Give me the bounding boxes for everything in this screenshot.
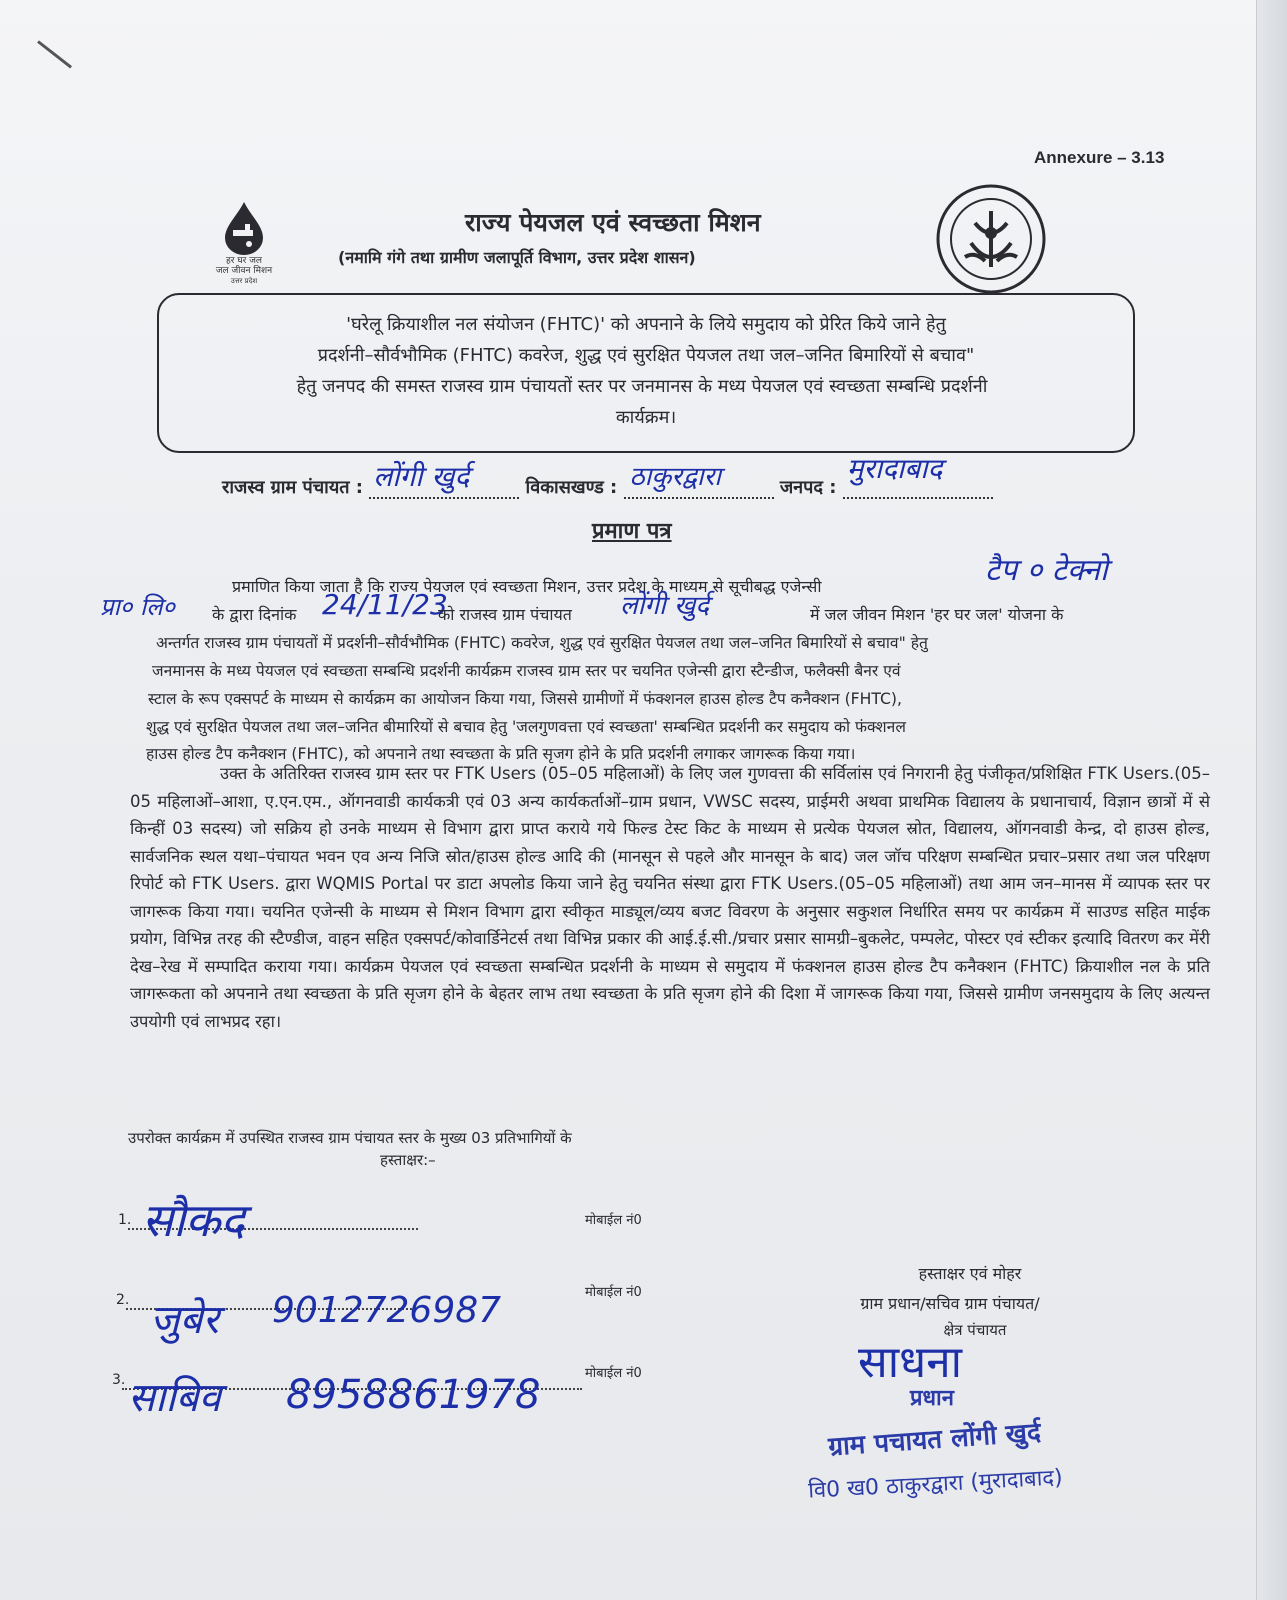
para1-line-2c: में जल जीवन मिशन 'हर घर जल' योजना के: [810, 605, 1064, 624]
logo-caption-3: उत्तर प्रदेश: [230, 277, 258, 285]
block-label: विकासखण्ड :: [525, 477, 618, 498]
para1-line-1: प्रमाणित किया जाता है कि राज्य पेयजल एवं स्वच्छता मिशन, उत्तर प्रदेश के माध्यम से सूचीबद्ध एजेन्सी: [232, 577, 822, 596]
mission-subtitle: (नमामि गंगे तथा ग्रामीण जलापूर्ति विभाग, उत्तर प्रदेश शासन): [338, 248, 696, 267]
para1-line-7: हाउस होल्ड टैप कनैक्शन (FHTC), को अपनाने तथा स्वच्छता के प्रति सृजग होने के प्रति प्रदर्शनी लगाकर जागरूक किया गया।: [146, 745, 856, 763]
district-label: जनपद :: [779, 477, 837, 498]
stamp-pradhan: प्रधान: [910, 1386, 954, 1411]
location-fields: [222, 452, 1122, 499]
block-field: [624, 462, 774, 499]
para2: उक्त के अतिरिक्त राजस्व ग्राम स्तर पर FTK Users (05–05 महिलाओं) के लिए जल गुणवत्ता की सर्विलांस एवं निगरानी हेतु पंजीकृत/प्रशिक्षित FTK Users.(05–05 महिलाओं–आशा, ए.एन.एम., ऑगनवाडी कार्यकत्री एवं 03 अन्य कार्यकर्ताओं–ग्राम प्रधान, VWSC सदस्य, प्राईमरी अथवा प्राथमिक विद्यालय के प्रधानाचार्य, विज्ञान छात्रों में से किन्हीं 03 सदस्य) जो सक्रिय हो उनके माध्यम से विभाग द्वारा प्राप्त कराये गये फिल्ड टेस्ट किट के माध्यम से प्रत्येक पेयजल स्रोत, विद्यालय, ऑगनवाडी केन्द्र, दो हाउस होल्ड, सार्वजनिक स्थल यथा–पंचायत भवन एव अन्य निजि स्रोत/हाउस होल्ड आदि की (मानसून से पहले और मानसून के बाद) जल जॉच परिक्षण सम्बन्धित प्रचार–प्रसार तथा जल परिक्षण रिपोर्ट को FTK Users. द्वारा WQMIS Portal पर डाटा अपलोड किया जाने हेतु चयनित संस्था द्वारा FTK Users.(05–05 महिलाओं) तथा आम जन–मानस में व्यापक स्तर पर जागरूक किया गया। चयनित एजेन्सी के माध्यम से मिशन विभाग द्वारा स्वीकृत माड्यूल/व्यय बजट विवरण के अनुसार सकुशल निर्धारित समय पर कार्यक्रम में साउण्ड सहित माईक प्रयोग, विभिन्न तरह की स्टैण्डीज, वाहन सहित एक्सपर्ट/कोवार्डिनेटर्स तथा विभिन्न प्रकार की आई.ई.सी./प्रचार प्रसार सामग्री–बुकलेट, पम्पलेट, पोस्टर एवं स्टीकर इत्यादि वितरण कर मेंरी देख–रेख में सम्पादित कराया गया। कार्यक्रम पेयजल एवं स्वच्छता सम्बन्धित प्रदर्शनी के माध्यम से समुदाय में फंक्शनल हाउस होल्ड टैप कनैक्शन (FHTC) क्रियाशील नल के प्रति जागरूकता को अपनाने तथा स्वच्छता के प्रति सृजग होने के बेहतर लाभ तथा स्वच्छता के प्रति सृजग होने की दिशा में जागरूक किया गया, जिससे ग्रामीण जनसमुदाय के लिए अत्यन्त उपयोगी एवं लाभप्रद रहा।: [130, 764, 1210, 1031]
authority-line-3: क्षेत्र पंचायत: [943, 1321, 1007, 1339]
authority-block: [790, 1262, 1110, 1340]
box-line-4: कार्यक्रम।: [615, 407, 677, 428]
signature-1-handwritten: सौकद: [142, 1193, 245, 1247]
stamp-block: वि0 ख0 ठाकुरद्वारा (मुरादाबाद): [807, 1465, 1064, 1504]
panchayat-handwritten-2: लोंगी खुर्द: [620, 591, 710, 621]
panchayat-field: [369, 460, 519, 499]
date-handwritten: 24/11/23: [322, 588, 448, 621]
certificate-title: प्रमाण पत्र: [592, 519, 672, 544]
para1-line-3: अन्तर्गत राजस्व ग्राम पंचायतों में प्रदर्शनी–सौर्वभौमिक (FHTC) कवरेज, शुद्ध एवं सुरक्षित पेयजल तथा जल–जनित बिमारियों से बचाव" हेतु: [156, 634, 928, 652]
authority-line-2: ग्राम प्रधान/सचिव ग्राम पंचायत/: [860, 1294, 1040, 1313]
district-field: [843, 452, 993, 499]
block-handwritten: ठाकुरद्वारा: [629, 462, 722, 492]
box-line-3: हेतु जनपद की समस्त राजस्व ग्राम पंचायतों स्तर पर जनमानस के मध्य पेयजल एवं स्वच्छता सम्बन्धि प्रदर्शनी: [296, 376, 988, 397]
panchayat-label: राजस्व ग्राम पंचायत :: [222, 477, 363, 498]
box-line-2: प्रदर्शनी–सौर्वभौमिक (FHTC) कवरेज, शुद्ध एवं सुरक्षित पेयजल तथा जल–जनित बिमारियों से बचाव": [317, 345, 975, 366]
mobile-label: मोबाईल नं0: [585, 1366, 642, 1381]
mobile-label: मोबाईल नं0: [585, 1285, 642, 1300]
signatures-label: हस्ताक्षर:–: [380, 1151, 436, 1169]
para1-line-2b: को राजस्व ग्राम पंचायत: [438, 605, 572, 624]
signature-2-handwritten: जुबेर: [150, 1297, 219, 1343]
panchayat-handwritten: लोंगी खुर्द: [373, 460, 470, 493]
authority-signature-handwritten: साधना: [858, 1337, 963, 1388]
program-description-box: [157, 293, 1135, 453]
logo-caption-1: हर घर जल: [226, 256, 262, 266]
mission-title: राज्य पेयजल एवं स्वच्छता मिशन: [465, 208, 761, 237]
authority-line-1: हस्ताक्षर एवं मोहर: [918, 1264, 1022, 1283]
para1-line-5: स्टाल के रूप एक्सपर्ट के माध्यम से कार्यक्रम का आयोजन किया गया, जिससे ग्रामीणों में फंक्शनल हाउस होल्ड टैप कनैक्शन (FHTC),: [148, 690, 902, 708]
page-edge: [1256, 0, 1287, 1600]
signature-row-num: 2.: [116, 1292, 130, 1308]
annexure-label: Annexure – 3.13: [1034, 148, 1165, 167]
para1-line-2a: के द्वारा दिनांक: [212, 605, 297, 624]
pen-mark: [37, 40, 72, 68]
mobile-label: मोबाईल नं0: [585, 1213, 642, 1228]
signature-row-num: 1.: [118, 1212, 132, 1228]
para1-line-6: शुद्ध एवं सुरक्षित पेयजल तथा जल–जनित बीमारियों से बचाव हेतु 'जलगुणवत्ता एवं स्वच्छता' सम्बन्धित प्रदर्शनी कर समुदाय को फंक्शनल: [146, 718, 906, 736]
signature-row-num: 3.: [112, 1372, 126, 1388]
mobile-3-handwritten: 8958861978: [286, 1372, 541, 1418]
stamp-gram-panchayat: ग्राम पचायत लोंगी खुर्द: [827, 1417, 1042, 1463]
signature-3-handwritten: साबिव: [128, 1375, 221, 1421]
agency-handwritten: टैप ० टेक्नो: [985, 553, 1108, 588]
box-line-1: 'घरेलू क्रियाशील नल संयोजन (FHTC)' को अपनाने के लिये समुदाय को प्रेरित किये जाने हेतु: [346, 314, 946, 335]
up-government-seal-icon: [935, 183, 1047, 295]
district-handwritten: मुरादाबाद: [846, 452, 943, 485]
har-ghar-jal-logo: [196, 200, 292, 296]
agency-handwritten-suffix: प्रा० लि०: [100, 593, 175, 621]
logo-caption-2: जल जीवन मिशन: [215, 266, 273, 276]
water-drop-icon: [219, 200, 269, 256]
para1-line-4: जनमानस के मध्य पेयजल एवं स्वच्छता सम्बन्धि प्रदर्शनी कार्यक्रम राजस्व ग्राम स्तर पर चयनित एजेन्सी द्वारा स्टैन्डीज, फलैक्सी बैनर एवं: [152, 662, 901, 680]
signatures-intro: उपरोक्त कार्यक्रम में उपस्थित राजस्व ग्राम पंचायत स्तर के मुख्य 03 प्रतिभागियों के: [128, 1129, 572, 1147]
mobile-2-handwritten: 9012726987: [272, 1290, 502, 1331]
